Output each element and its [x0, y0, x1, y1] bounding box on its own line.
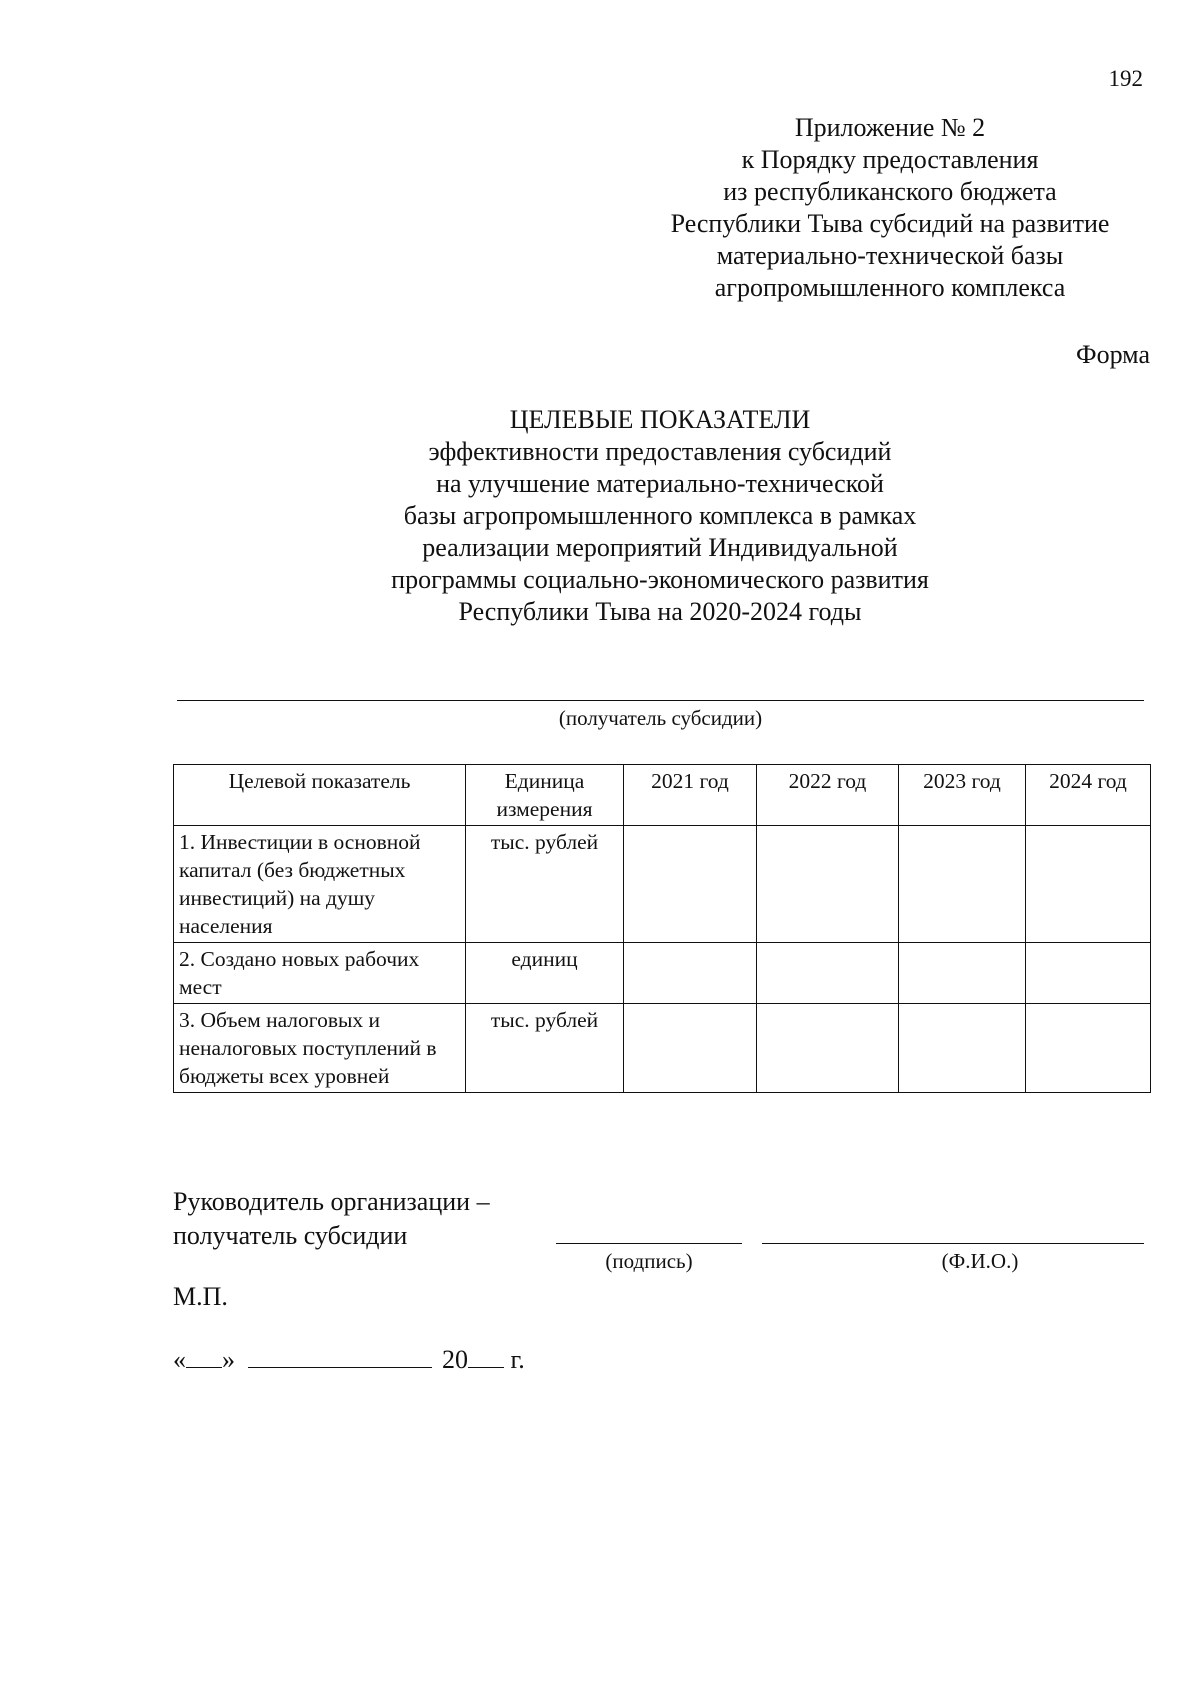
value-cell-2024[interactable]: [1026, 1004, 1151, 1093]
appendix-header: [640, 112, 1140, 304]
title-line: эффективности предоставления субсидий: [428, 437, 892, 466]
value-cell-2023[interactable]: [899, 1004, 1026, 1093]
signature-caption: (подпись): [605, 1249, 693, 1273]
title-line: на улучшение материально-технической: [436, 469, 884, 498]
table-row: [174, 1004, 1151, 1093]
table-header-row: [174, 765, 1151, 826]
unit-cell: тыс. рублей: [466, 1004, 624, 1093]
value-cell-2021[interactable]: [624, 826, 757, 943]
value-cell-2023[interactable]: [899, 826, 1026, 943]
signer-block: [173, 1185, 490, 1253]
value-cell-2022[interactable]: [757, 1004, 899, 1093]
appendix-line: из республиканского бюджета: [723, 177, 1057, 206]
unit-cell: единиц: [466, 943, 624, 1004]
recipient-caption: (получатель субсидии): [558, 706, 763, 730]
recipient-blank-line[interactable]: [177, 700, 1144, 701]
appendix-line: к Порядку предоставления: [741, 145, 1039, 174]
indicator-cell: 2. Создано новых рабочих мест: [174, 943, 466, 1004]
title-line: ЦЕЛЕВЫЕ ПОКАЗАТЕЛИ: [509, 405, 811, 434]
value-cell-2024[interactable]: [1026, 943, 1151, 1004]
indicator-cell: 3. Объем налоговых и неналоговых поступлений в бюджеты всех уровней: [174, 1004, 466, 1093]
header-2023: 2023 год: [899, 765, 1026, 826]
signature-blank-line[interactable]: [556, 1243, 742, 1244]
appendix-line: материально-технической базы: [716, 241, 1064, 270]
unit-cell: тыс. рублей: [466, 826, 624, 943]
header-2024: 2024 год: [1026, 765, 1151, 826]
table-row: [174, 826, 1151, 943]
date-year-prefix: 20: [442, 1345, 468, 1374]
form-label: Форма: [1076, 340, 1150, 369]
full-name-caption: (Ф.И.О.): [941, 1249, 1019, 1273]
appendix-line: Приложение № 2: [794, 113, 986, 142]
value-cell-2023[interactable]: [899, 943, 1026, 1004]
header-indicator: Целевой показатель: [174, 765, 466, 826]
date-open-quote: «: [173, 1345, 186, 1374]
appendix-line: агропромышленного комплекса: [714, 273, 1066, 302]
value-cell-2021[interactable]: [624, 1004, 757, 1093]
indicators-table: [173, 764, 1151, 1093]
signer-line: Руководитель организации –: [173, 1187, 490, 1216]
value-cell-2024[interactable]: [1026, 826, 1151, 943]
signer-line: получатель субсидии: [173, 1221, 408, 1250]
document-title: [310, 404, 1010, 628]
appendix-line: Республики Тыва субсидий на развитие: [670, 209, 1110, 238]
page-number: 192: [1108, 66, 1143, 91]
value-cell-2021[interactable]: [624, 943, 757, 1004]
stamp-label: М.П.: [173, 1282, 228, 1311]
day-blank[interactable]: [186, 1345, 222, 1368]
date-suffix: г.: [510, 1345, 525, 1374]
year-blank[interactable]: [468, 1345, 504, 1368]
full-name-blank-line[interactable]: [762, 1243, 1144, 1244]
title-line: Республики Тыва на 2020-2024 годы: [458, 597, 862, 626]
table-row: [174, 943, 1151, 1004]
indicator-cell: 1. Инвестиции в основной капитал (без бюджетных инвестиций) на душу населения: [174, 826, 466, 943]
title-line: базы агропромышленного комплекса в рамках: [403, 501, 917, 530]
header-2022: 2022 год: [757, 765, 899, 826]
header-unit: Единица измерения: [466, 765, 624, 826]
date-line: [173, 1345, 525, 1375]
title-line: реализации мероприятий Индивидуальной: [422, 533, 898, 562]
value-cell-2022[interactable]: [757, 826, 899, 943]
date-close-quote: »: [222, 1345, 235, 1374]
month-blank[interactable]: [248, 1345, 432, 1368]
value-cell-2022[interactable]: [757, 943, 899, 1004]
title-line: программы социально-экономического развития: [391, 565, 929, 594]
header-2021: 2021 год: [624, 765, 757, 826]
